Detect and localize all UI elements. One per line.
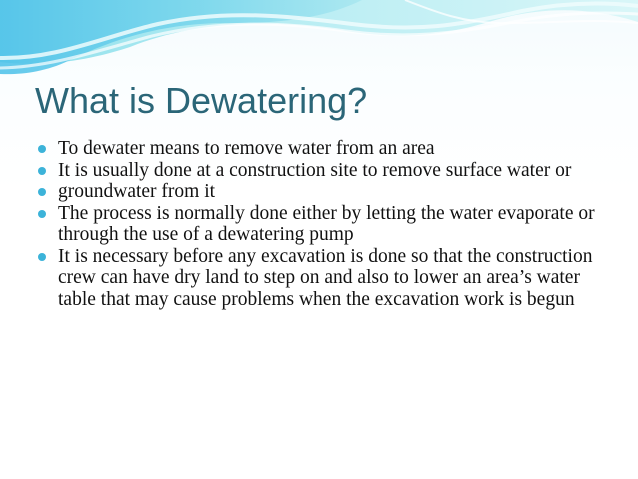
bullet-item	[37, 181, 617, 203]
filled-circle-bullet-icon	[38, 210, 46, 218]
bullet-list	[37, 138, 617, 310]
filled-circle-bullet-icon	[38, 145, 46, 153]
bullet-text: It is usually done at a construction site to remove surface water or	[58, 159, 572, 181]
bullet-text: The process is normally done either by letting the water evaporate or through the use of a dewatering pump	[58, 202, 595, 245]
bullet-item	[37, 246, 617, 311]
bullet-item	[37, 203, 617, 246]
filled-circle-bullet-icon	[38, 188, 46, 196]
bullet-item	[37, 138, 617, 160]
bullet-item	[37, 160, 617, 182]
slide-title: What is Dewatering?	[35, 80, 368, 121]
bullet-text: groundwater from it	[58, 181, 216, 202]
bullet-text: It is necessary before any excavation is done so that the construction crew can have dry land to step on and also to lower an area’s water table that may cause problems when the excavation work is begun	[58, 245, 593, 310]
filled-circle-bullet-icon	[38, 167, 46, 175]
bullet-text: To dewater means to remove water from an area	[58, 138, 435, 159]
filled-circle-bullet-icon	[38, 253, 46, 261]
water-wave-header-graphic	[0, 0, 638, 76]
